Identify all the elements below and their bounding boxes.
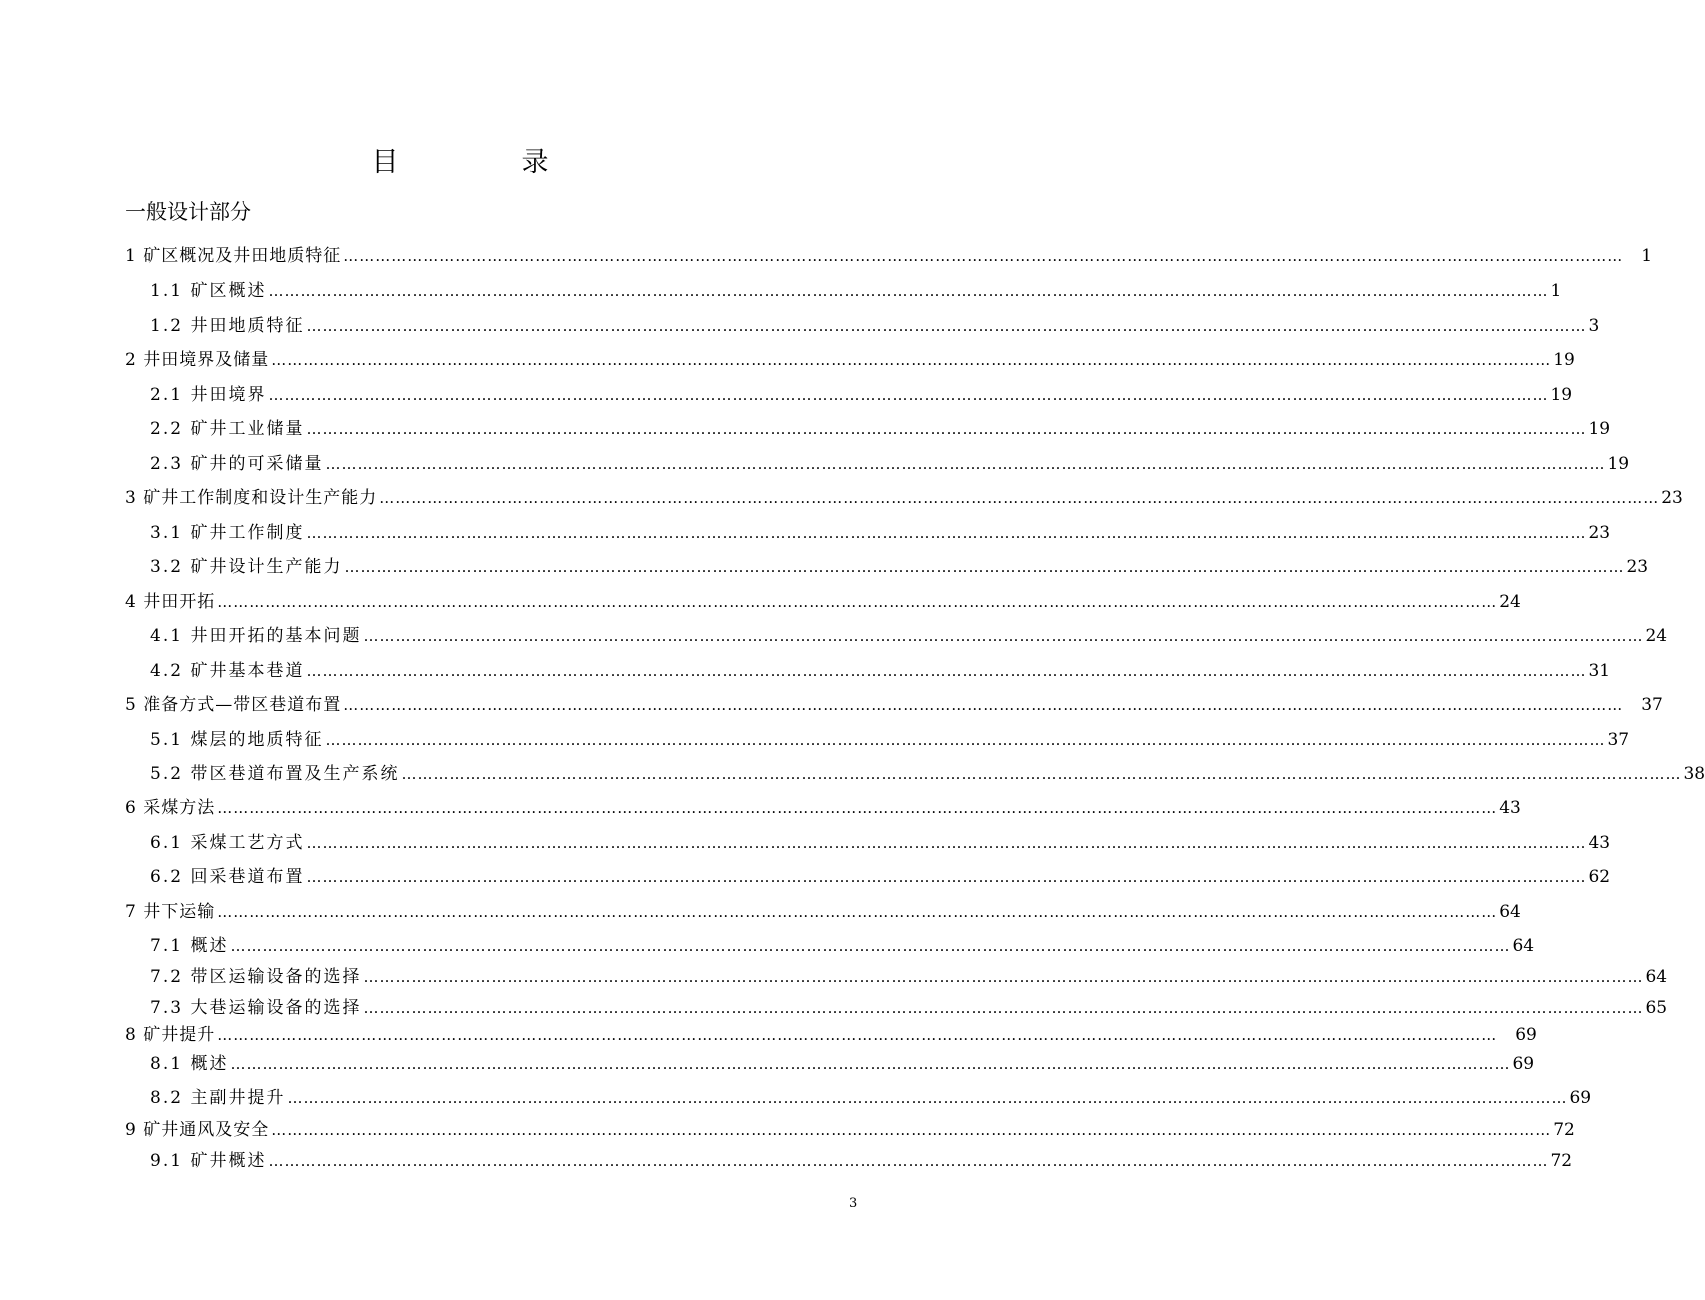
toc-entry-label: 2.2 矿井工业储量 xyxy=(150,419,305,439)
toc-leader-dots: …………………………………………………………………………………………………………………………………………………………………………………………………………………… xyxy=(363,627,1644,645)
toc-entry-page: 24 xyxy=(1499,592,1521,612)
toc-entry[interactable] xyxy=(150,518,1611,543)
toc-entry-page: 72 xyxy=(1553,1120,1575,1140)
toc-entry-label: 7.2 带区运输设备的选择 xyxy=(150,967,362,987)
section-title: 一般设计部分 xyxy=(125,200,251,224)
toc-entry-page: 19 xyxy=(1550,385,1573,405)
toc-entry[interactable] xyxy=(125,1115,1575,1140)
toc-entry-label: 3.1 矿井工作制度 xyxy=(150,523,305,543)
toc-entry-label: 5.1 煤层的地质特征 xyxy=(150,730,324,750)
toc-leader-dots: …………………………………………………………………………………………………………………………………………………………………………………………………………………… xyxy=(379,489,1660,507)
toc-entry[interactable] xyxy=(150,1049,1535,1074)
toc-entry-label: 6.1 采煤工艺方式 xyxy=(150,833,305,853)
toc-entry[interactable] xyxy=(150,276,1562,301)
toc-entry-label: 8.2 主副井提升 xyxy=(150,1088,286,1108)
toc-leader-dots: …………………………………………………………………………………………………………………………………………………………………………………………………………………… xyxy=(217,903,1498,921)
toc-entry-label: 3.2 矿井设计生产能力 xyxy=(150,557,343,577)
toc-entry-label: 4.2 矿井基本巷道 xyxy=(150,661,305,681)
toc-leader-dots: …………………………………………………………………………………………………………………………………………………………………………………………………………………… xyxy=(306,662,1587,680)
toc-entry[interactable] xyxy=(150,414,1611,439)
toc-leader-dots: …………………………………………………………………………………………………………………………………………………………………………………………………………………… xyxy=(306,420,1587,438)
toc-leader-dots: …………………………………………………………………………………………………………………………………………………………………………………………………………………… xyxy=(217,799,1498,817)
toc-leader-dots: …………………………………………………………………………………………………………………………………………………………………………………………………………………… xyxy=(271,351,1552,369)
toc-leader-dots: …………………………………………………………………………………………………………………………………………………………………………………………………………………… xyxy=(268,282,1549,300)
toc-leader-dots: …………………………………………………………………………………………………………………………………………………………………………………………………………………… xyxy=(363,999,1644,1017)
toc-entry-label: 2.3 矿井的可采储量 xyxy=(150,454,324,474)
toc-entry-label: 5.2 带区巷道布置及生产系统 xyxy=(150,764,400,784)
toc-entry[interactable] xyxy=(125,1020,1537,1045)
toc-entry-label: 6 采煤方法 xyxy=(125,798,216,818)
toc-entry-label: 1.1 矿区概述 xyxy=(150,281,267,301)
toc-entry-label: 7.1 概述 xyxy=(150,936,229,956)
toc-leader-dots: …………………………………………………………………………………………………………………………………………………………………………………………………………………… xyxy=(325,455,1606,473)
toc-leader-dots: …………………………………………………………………………………………………………………………………………………………………………………………………………………… xyxy=(268,1152,1549,1170)
toc-leader-dots: …………………………………………………………………………………………………………………………………………………………………………………………………………………… xyxy=(306,834,1587,852)
toc-leader-dots: …………………………………………………………………………………………………………………………………………………………………………………………………………………… xyxy=(271,1121,1552,1139)
toc-entry-label: 1.2 井田地质特征 xyxy=(150,316,305,336)
toc-entry-label: 5 准备方式—带区巷道布置 xyxy=(125,695,342,715)
toc-entry-label: 2 井田境界及储量 xyxy=(125,350,270,370)
toc-entry-page: 69 xyxy=(1512,1054,1535,1074)
toc-entry-page: 23 xyxy=(1626,557,1649,577)
toc-entry-page: 38 xyxy=(1683,764,1705,784)
toc-entry-page: 23 xyxy=(1588,523,1611,543)
toc-entry[interactable] xyxy=(125,345,1575,370)
toc-entry[interactable] xyxy=(125,690,1663,715)
toc-entry-page: 31 xyxy=(1588,661,1611,681)
page-title: 目 录 xyxy=(371,147,597,178)
toc-entry[interactable] xyxy=(150,993,1668,1018)
toc-entry-page: 43 xyxy=(1588,833,1611,853)
toc-entry-page: 19 xyxy=(1588,419,1611,439)
toc-entry-page: 37 xyxy=(1607,730,1630,750)
toc-entry-page: 43 xyxy=(1499,798,1521,818)
toc-entry[interactable] xyxy=(125,483,1683,508)
toc-entry-page: 24 xyxy=(1645,626,1668,646)
toc-leader-dots: …………………………………………………………………………………………………………………………………………………………………………………………………………………… xyxy=(306,868,1587,886)
toc-entry[interactable] xyxy=(125,587,1521,612)
toc-entry[interactable] xyxy=(150,311,1600,336)
toc-entry-page: 19 xyxy=(1607,454,1630,474)
toc-entry[interactable] xyxy=(150,1083,1592,1108)
toc-entry[interactable] xyxy=(150,828,1611,853)
toc-entry[interactable] xyxy=(125,241,1653,266)
toc-leader-dots: …………………………………………………………………………………………………………………………………………………………………………………………………………………… xyxy=(230,937,1511,955)
toc-entry[interactable] xyxy=(150,759,1705,784)
page-number: 3 xyxy=(849,1196,858,1211)
toc-entry-label: 6.2 回采巷道布置 xyxy=(150,867,305,887)
toc-leader-dots: …………………………………………………………………………………………………………………………………………………………………………………………………………………… xyxy=(325,731,1606,749)
toc-entry-label: 9.1 矿井概述 xyxy=(150,1151,267,1171)
toc-entry-label: 2.1 井田境界 xyxy=(150,385,267,405)
toc-entry-label: 4.1 井田开拓的基本问题 xyxy=(150,626,362,646)
toc-leader-dots: …………………………………………………………………………………………………………………………………………………………………………………………………………………… xyxy=(230,1055,1511,1073)
toc-entry-label: 1 矿区概况及井田地质特征 xyxy=(125,246,342,266)
toc-entry-page: 37 xyxy=(1641,695,1663,715)
toc-entry[interactable] xyxy=(150,931,1535,956)
toc-entry-page: 69 xyxy=(1569,1088,1592,1108)
toc-entry[interactable] xyxy=(150,552,1649,577)
toc-entry-label: 8 矿井提升 xyxy=(125,1025,216,1045)
toc-entry-page: 64 xyxy=(1645,967,1668,987)
toc-entry-page: 1 xyxy=(1550,281,1562,301)
toc-leader-dots: …………………………………………………………………………………………………………………………………………………………………………………………………………………… xyxy=(343,247,1624,265)
toc-entry-label: 8.1 概述 xyxy=(150,1054,229,1074)
toc-entry-label: 4 井田开拓 xyxy=(125,592,216,612)
toc-leader-dots: …………………………………………………………………………………………………………………………………………………………………………………………………………………… xyxy=(306,524,1587,542)
toc-entry-label: 9 矿井通风及安全 xyxy=(125,1120,270,1140)
toc-entry-label: 7 井下运输 xyxy=(125,902,216,922)
toc-entry-page: 19 xyxy=(1553,350,1575,370)
toc-entry[interactable] xyxy=(150,656,1611,681)
toc-entry[interactable] xyxy=(150,962,1668,987)
toc-entry[interactable] xyxy=(150,380,1573,405)
toc-entry[interactable] xyxy=(150,621,1668,646)
toc-entry-page: 1 xyxy=(1641,246,1653,266)
toc-leader-dots: …………………………………………………………………………………………………………………………………………………………………………………………………………………… xyxy=(268,386,1549,404)
toc-leader-dots: …………………………………………………………………………………………………………………………………………………………………………………………………………………… xyxy=(343,696,1624,714)
toc-entry[interactable] xyxy=(125,793,1521,818)
toc-entry-label: 7.3 大巷运输设备的选择 xyxy=(150,998,362,1018)
toc-entry[interactable] xyxy=(125,897,1521,922)
toc-leader-dots: …………………………………………………………………………………………………………………………………………………………………………………………………………………… xyxy=(344,558,1625,576)
toc-entry[interactable] xyxy=(150,725,1630,750)
toc-leader-dots: …………………………………………………………………………………………………………………………………………………………………………………………………………………… xyxy=(306,317,1587,335)
toc-entry-page: 23 xyxy=(1661,488,1683,508)
toc-entry-page: 3 xyxy=(1588,316,1600,336)
toc-entry-page: 64 xyxy=(1512,936,1535,956)
toc-entry[interactable] xyxy=(150,1146,1573,1171)
toc-entry-page: 72 xyxy=(1550,1151,1573,1171)
toc-leader-dots: …………………………………………………………………………………………………………………………………………………………………………………………………………………… xyxy=(363,968,1644,986)
toc-entry[interactable] xyxy=(150,862,1611,887)
toc-entry-page: 64 xyxy=(1499,902,1521,922)
toc-leader-dots: …………………………………………………………………………………………………………………………………………………………………………………………………………………… xyxy=(217,593,1498,611)
toc-leader-dots: …………………………………………………………………………………………………………………………………………………………………………………………………………………… xyxy=(401,765,1682,783)
toc-entry[interactable] xyxy=(150,449,1630,474)
toc-leader-dots: …………………………………………………………………………………………………………………………………………………………………………………………………………………… xyxy=(287,1089,1568,1107)
toc-leader-dots: …………………………………………………………………………………………………………………………………………………………………………………………………………………… xyxy=(217,1026,1498,1044)
toc-entry-page: 62 xyxy=(1588,867,1611,887)
toc-entry-label: 3 矿井工作制度和设计生产能力 xyxy=(125,488,378,508)
toc-entry-page: 65 xyxy=(1645,998,1668,1018)
toc-entry-page: 69 xyxy=(1515,1025,1537,1045)
